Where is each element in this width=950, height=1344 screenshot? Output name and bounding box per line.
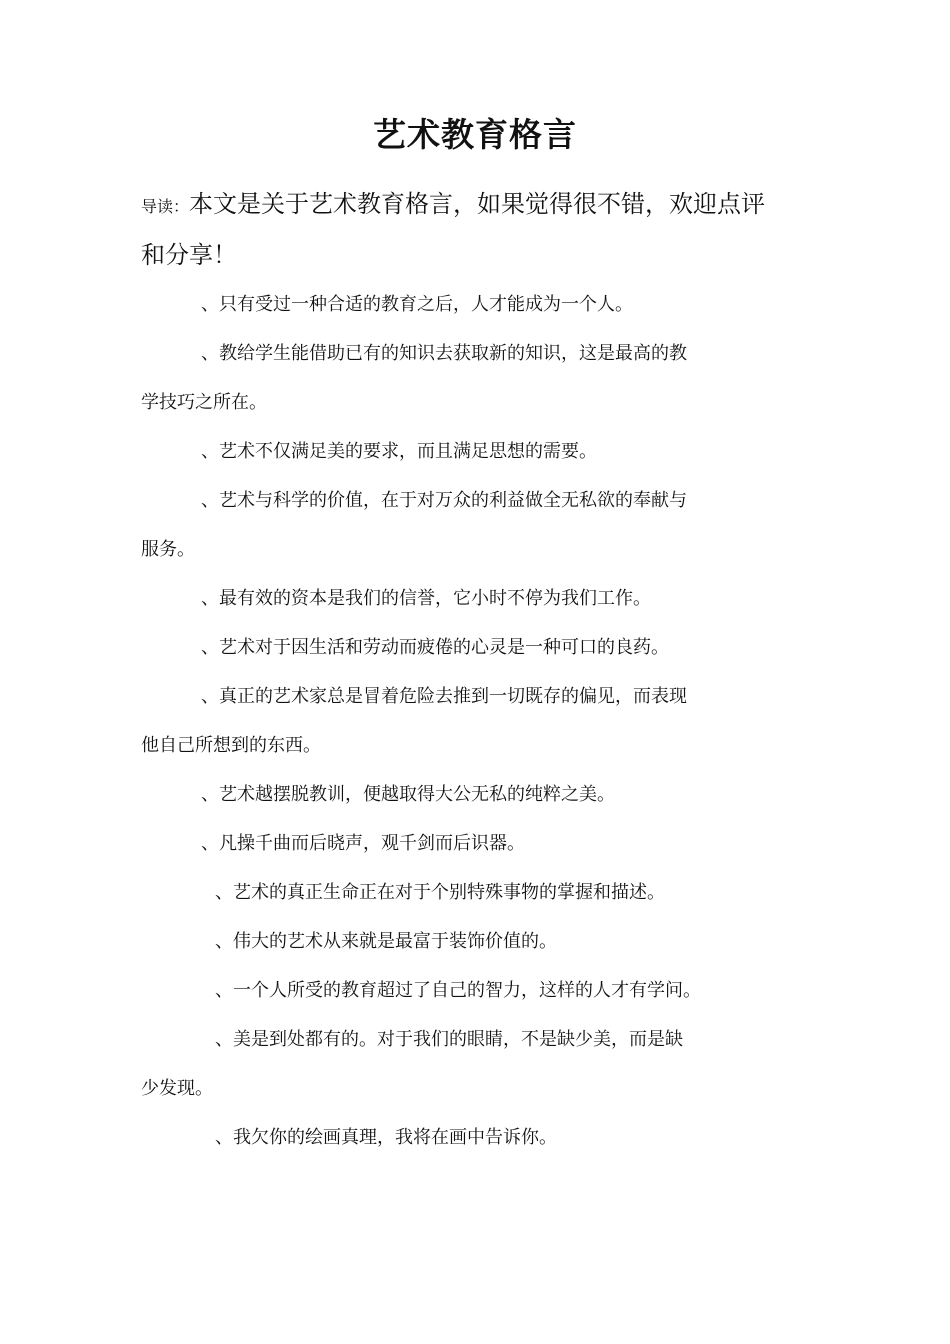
quote-item <box>141 917 781 966</box>
quote-item <box>141 819 781 868</box>
quote-item <box>141 1015 781 1113</box>
quote-line: 、美是到处都有的。对于我们的眼睛，不是缺少美，而是缺 <box>215 1029 683 1050</box>
quote-line: 、一个人所受的教育超过了自己的智力，这样的人才有学问。 <box>215 980 701 1001</box>
quote-item <box>141 280 781 329</box>
quote-line-continued: 学技巧之所在。 <box>141 392 267 413</box>
quote-line: 、只有受过一种合适的教育之后，人才能成为一个人。 <box>201 294 633 315</box>
quote-line: 、艺术的真正生命正在对于个别特殊事物的掌握和描述。 <box>215 882 665 903</box>
quote-line: 、伟大的艺术从来就是最富于装饰价值的。 <box>215 931 557 952</box>
quote-item <box>141 1113 781 1162</box>
quote-item <box>141 329 781 427</box>
quote-line: 、艺术与科学的价值，在于对万众的利益做全无私欲的奉献与 <box>201 490 687 511</box>
quote-line: 、凡操千曲而后晓声，观千剑而后识器。 <box>201 833 525 854</box>
quote-line-continued: 服务。 <box>141 539 195 560</box>
quote-item <box>141 574 781 623</box>
quote-item <box>141 868 781 917</box>
quote-line: 、艺术对于因生活和劳动而疲倦的心灵是一种可口的良药。 <box>201 637 669 658</box>
quote-line-continued: 他自己所想到的东西。 <box>141 735 321 756</box>
quote-item <box>141 623 781 672</box>
quote-item <box>141 966 781 1015</box>
quote-item <box>141 476 781 574</box>
quote-list <box>141 280 781 1162</box>
quote-line: 、艺术越摆脱教训，便越取得大公无私的纯粹之美。 <box>201 784 615 805</box>
quote-item <box>141 427 781 476</box>
quote-line: 、最有效的资本是我们的信誉，它小时不停为我们工作。 <box>201 588 651 609</box>
quote-line-continued: 少发现。 <box>141 1078 213 1099</box>
quote-line: 、我欠你的绘画真理，我将在画中告诉你。 <box>215 1127 557 1148</box>
quote-line: 、艺术不仅满足美的要求，而且满足思想的需要。 <box>201 441 597 462</box>
quote-line: 、真正的艺术家总是冒着危险去推到一切既存的偏见，而表现 <box>201 686 687 707</box>
page-title: 艺术教育格言 <box>373 115 577 154</box>
intro-text-line2: 和分享！ <box>141 241 237 269</box>
intro-lead: 导读： <box>141 197 190 216</box>
intro-text-line1: 本文是关于艺术教育格言，如果觉得很不错，欢迎点评 <box>189 190 766 218</box>
intro-paragraph <box>141 180 821 279</box>
quote-item <box>141 672 781 770</box>
quote-item <box>141 770 781 819</box>
quote-line: 、教给学生能借助已有的知识去获取新的知识，这是最高的教 <box>201 343 687 364</box>
